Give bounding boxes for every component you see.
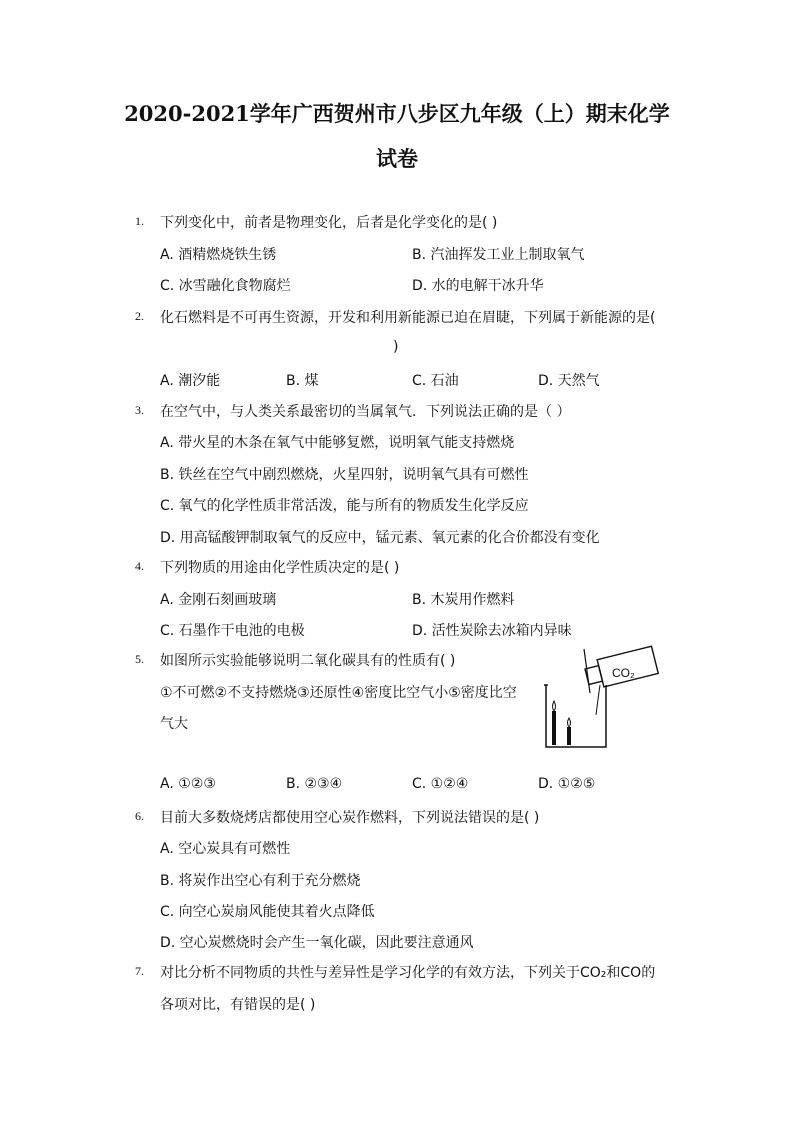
option-b: B. 木炭用作燃料 (412, 592, 515, 608)
question-number: 1. (135, 214, 144, 228)
question-stem: 在空气中，与人类关系最密切的当属氧气．下列说法正确的是（ ） (160, 404, 571, 420)
option-d: D. 空心炭燃烧时会产生一氧化碳，因此要注意通风 (160, 935, 474, 951)
option-a: A. ①②③ (160, 776, 216, 792)
option-b: B. 煤 (286, 373, 319, 389)
question-number: 5. (135, 652, 144, 666)
short-candle (567, 727, 571, 745)
option-c: C. 氧气的化学性质非常活泼，能与所有的物质发生化学反应 (160, 498, 529, 514)
tall-candle (552, 711, 556, 745)
title-line-2: 试卷 (376, 146, 418, 171)
option-a: A. 酒精燃烧铁生锈 (160, 247, 277, 263)
option-b: B. 将炭作出空心有利于充分燃烧 (160, 873, 361, 889)
question-stem-line-2: 各项对比，有错误的是( ) (160, 997, 316, 1013)
co2-label: CO₂ (612, 666, 635, 680)
question-stem-line-3: 气大 (160, 716, 188, 732)
option-b: B. 铁丝在空气中剧烈燃烧，火星四射，说明氧气具有可燃性 (160, 467, 529, 483)
question-number: 4. (135, 559, 144, 573)
short-candle-flame (568, 718, 571, 727)
option-c: C. 冰雪融化食物腐烂 (160, 278, 291, 294)
option-b: B. 汽油挥发工业上制取氧气 (412, 247, 585, 263)
option-d: D. 水的电解干冰升华 (412, 278, 544, 294)
question-stem: 化石燃料是不可再生资源，开发和利用新能源已迫在眉睫，下列属于新能源的是( (160, 310, 656, 326)
question-number: 3. (135, 403, 144, 417)
co2-experiment-figure (540, 645, 664, 753)
option-d: D. 活性炭除去冰箱内异味 (412, 623, 572, 639)
title-line-1: 2020-2021学年广西贺州市八步区九年级（上）期末化学 (124, 101, 670, 126)
question-stem: 下列变化中，前者是物理变化，后者是化学变化的是( ) (160, 215, 498, 231)
option-d: D. 天然气 (538, 373, 600, 389)
option-c: C. 向空心炭扇风能使其着火点降低 (160, 904, 375, 920)
option-d: D. ①②⑤ (538, 776, 596, 792)
question-stem: 目前大多数烧烤店都使用空心炭作燃料，下列说法错误的是( ) (160, 810, 540, 826)
question-stem-end: ) (393, 339, 399, 355)
option-b: B. ②③④ (286, 776, 343, 792)
question-stem-line-2: ①不可燃②不支持燃烧③还原性④密度比空气小⑤密度比空 (160, 685, 517, 701)
option-a: A. 潮汐能 (160, 373, 221, 389)
option-c: C. 石墨作干电池的电极 (160, 623, 305, 639)
option-c: C. ①②④ (412, 776, 469, 792)
option-a: A. 空心炭具有可燃性 (160, 841, 291, 857)
option-d: D. 用高锰酸钾制取氧气的反应中，锰元素、氧元素的化合价都没有变化 (160, 530, 600, 546)
question-number: 6. (135, 809, 144, 823)
option-a: A. 金刚石刻画玻璃 (160, 592, 277, 608)
question-number: 7. (135, 964, 144, 978)
option-a: A. 带火星的木条在氧气中能够复燃，说明氧气能支持燃烧 (160, 435, 515, 451)
question-number: 2. (135, 309, 144, 323)
tall-candle-flame (553, 701, 556, 711)
question-stem: 如图所示实验能够说明二氧化碳具有的性质有( ) (160, 653, 456, 669)
option-c: C. 石油 (412, 373, 459, 389)
question-stem: 对比分析不同物质的共性与差异性是学习化学的有效方法，下列关于CO₂和CO的 (160, 965, 656, 981)
question-stem: 下列物质的用途由化学性质决定的是( ) (160, 560, 400, 576)
